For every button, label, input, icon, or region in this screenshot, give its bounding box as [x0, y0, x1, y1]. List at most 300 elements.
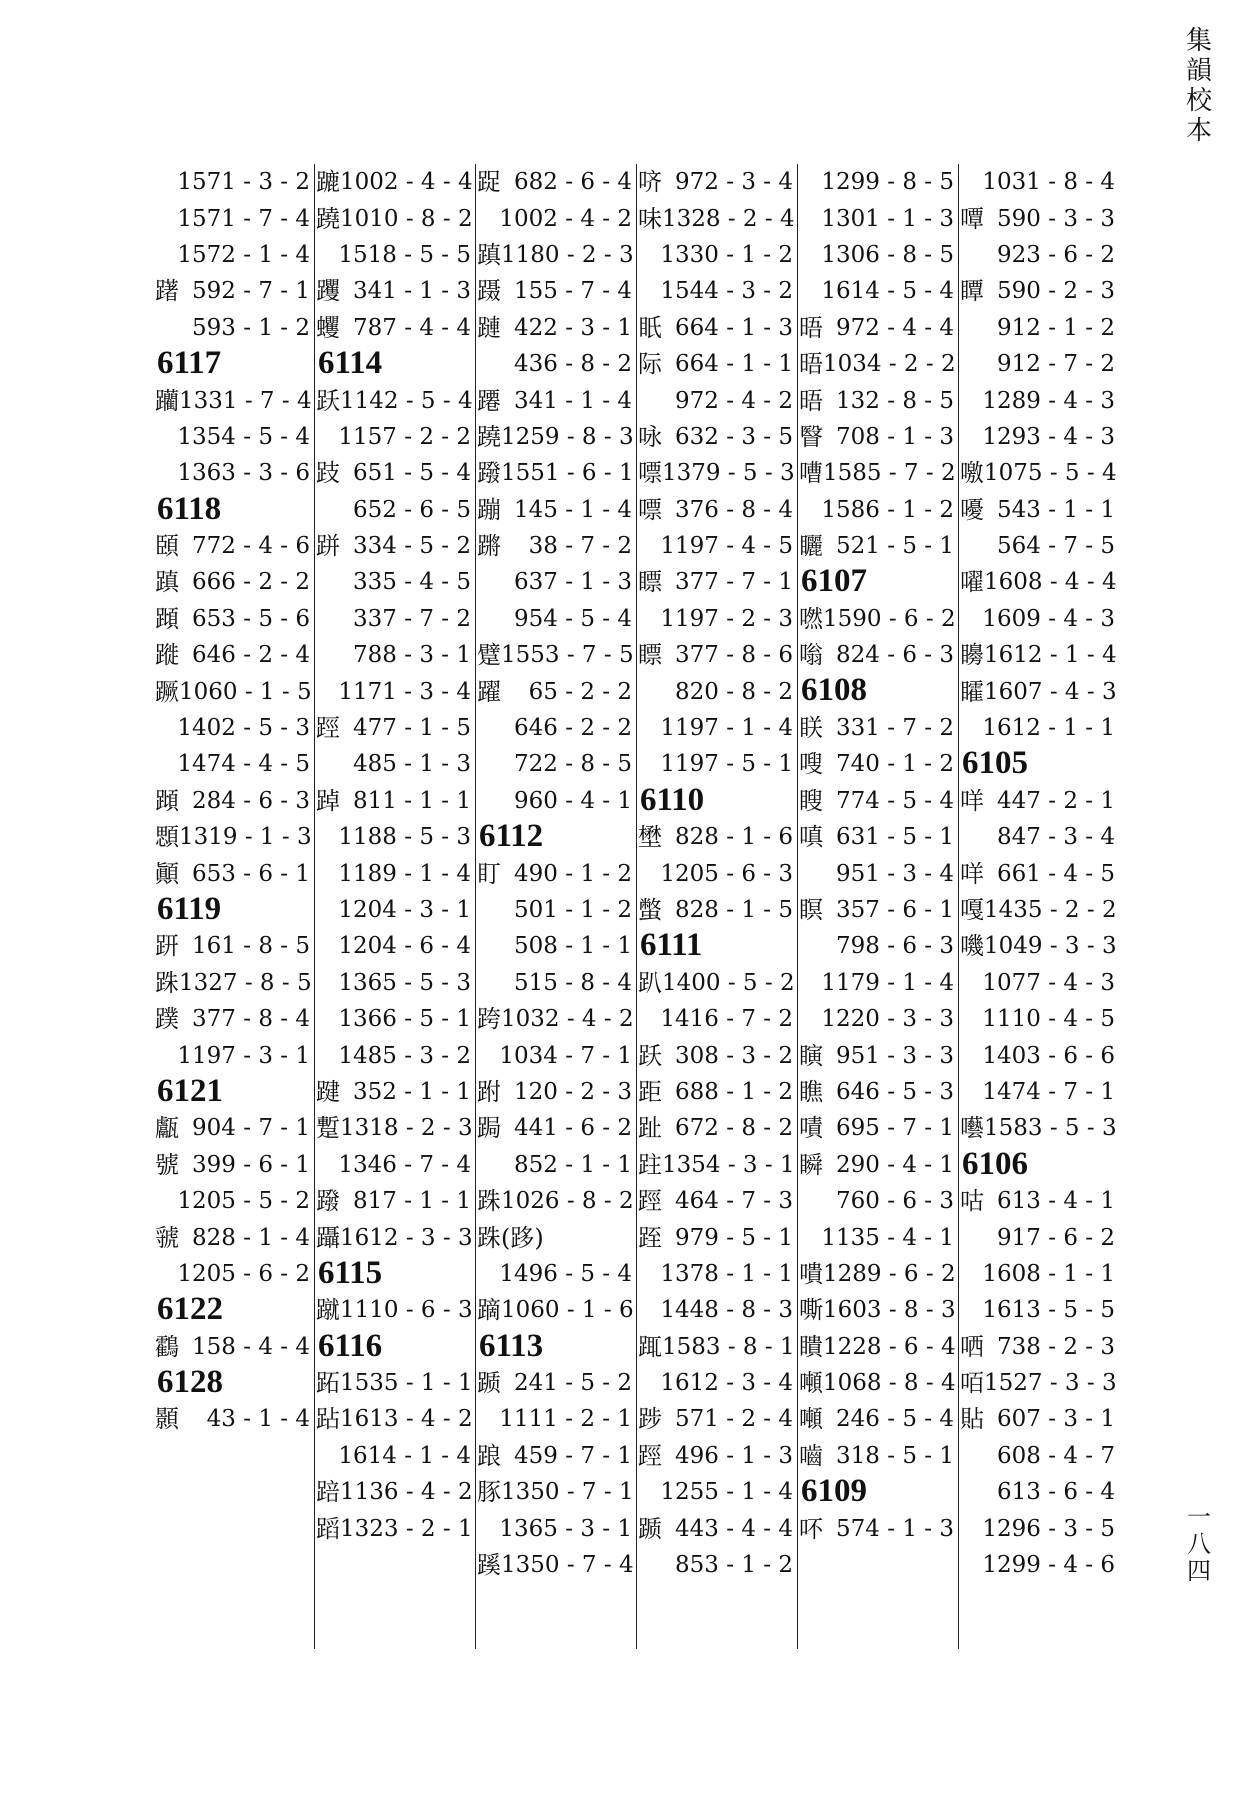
entry-reference: 459 - 7 - 1 [514, 1442, 632, 1469]
index-entry [477, 1110, 638, 1146]
entry-reference: 954 - 5 - 4 [514, 605, 632, 632]
radical-code-heading: 6119 [157, 890, 222, 927]
index-entry [638, 164, 799, 200]
index-entry [477, 710, 638, 746]
entry-reference: 632 - 3 - 5 [675, 423, 793, 450]
entry-character: 嗡 [799, 641, 823, 670]
index-entry [799, 710, 960, 746]
entry-character: 踂 [638, 1332, 662, 1361]
entry-reference: 399 - 6 - 1 [192, 1151, 310, 1178]
index-entry [960, 673, 1121, 709]
entry-reference: 1496 - 5 - 4 [499, 1260, 632, 1287]
entry-reference: 1350 - 7 - 1 [501, 1479, 634, 1506]
entry-reference: 318 - 5 - 1 [836, 1442, 954, 1469]
entry-reference: 722 - 8 - 5 [514, 751, 632, 778]
index-entry [477, 455, 638, 491]
radical-code-heading: 6109 [801, 1473, 867, 1510]
index-entry [316, 1183, 477, 1219]
index-entry [477, 1401, 638, 1437]
index-entry [799, 1365, 960, 1401]
index-entry [960, 783, 1121, 819]
radical-code-heading: 6110 [640, 781, 705, 818]
entry-reference: 1354 - 5 - 4 [177, 423, 310, 450]
index-entry [638, 564, 799, 600]
entry-character: 嘌 [638, 495, 662, 524]
index-entry [316, 419, 477, 455]
entry-reference: 1197 - 5 - 1 [660, 751, 793, 778]
column-divider [475, 164, 476, 1649]
index-entry [799, 492, 960, 528]
index-entry [799, 819, 960, 855]
index-entry [960, 528, 1121, 564]
entry-character: 咟 [960, 1369, 984, 1398]
index-entry [960, 1292, 1121, 1328]
entry-character: 际 [638, 350, 662, 379]
radical-code-heading: 6121 [157, 1072, 223, 1109]
entry-reference: 760 - 6 - 3 [836, 1188, 954, 1215]
index-entry [316, 710, 477, 746]
entry-reference: 543 - 1 - 1 [997, 496, 1115, 523]
entry-reference: 1205 - 6 - 3 [660, 860, 793, 887]
entry-character: 踁 [638, 1187, 662, 1216]
entry-character: 跕 [316, 1405, 340, 1434]
entry-character: 咩 [960, 859, 984, 888]
entry-character: 瞍 [799, 786, 823, 815]
index-entry [960, 273, 1121, 309]
entry-reference: 972 - 4 - 2 [675, 387, 793, 414]
entry-reference: 1319 - 1 - 3 [179, 824, 312, 851]
entry-reference: 1603 - 8 - 3 [823, 1297, 956, 1324]
index-entry [960, 455, 1121, 491]
entry-reference: 331 - 7 - 2 [836, 715, 954, 742]
entry-reference: 564 - 7 - 5 [997, 533, 1115, 560]
index-entry [316, 783, 477, 819]
index-entry [960, 382, 1121, 418]
index-entry [638, 273, 799, 309]
entry-character: 踄 [638, 1405, 662, 1434]
entry-reference: 1402 - 5 - 3 [177, 715, 310, 742]
entry-reference: 341 - 1 - 4 [514, 387, 632, 414]
index-entry [799, 382, 960, 418]
entry-reference: 1518 - 5 - 5 [338, 241, 471, 268]
entry-character: 眂 [638, 313, 662, 342]
index-entry [638, 492, 799, 528]
entry-reference: 515 - 8 - 4 [514, 969, 632, 996]
index-entry [316, 1074, 477, 1110]
index-entry [155, 237, 316, 273]
entry-reference: 774 - 5 - 4 [836, 787, 954, 814]
entries-column-2 [316, 164, 477, 1547]
entry-character: 貼 [960, 1405, 984, 1434]
entry-character: 蠼 [316, 313, 340, 342]
entry-character: 囈 [960, 1114, 984, 1143]
entry-character: 瞑 [799, 896, 823, 924]
entry-reference: 1110 - 4 - 5 [982, 1006, 1115, 1033]
entry-character: 蹺 [316, 204, 340, 233]
entry-character: 鸖 [155, 1332, 179, 1361]
entry-character: 跦 [155, 968, 179, 997]
index-entry [960, 1037, 1121, 1073]
entry-reference: 1002 - 4 - 4 [340, 169, 473, 196]
entry-reference: 738 - 2 - 3 [997, 1333, 1115, 1360]
entry-reference: 1049 - 3 - 3 [984, 933, 1117, 960]
entry-reference: 1299 - 8 - 5 [821, 169, 954, 196]
entry-reference: 708 - 1 - 3 [836, 423, 954, 450]
index-entry [638, 1329, 799, 1365]
index-entry [638, 1183, 799, 1219]
entry-reference: 1379 - 5 - 3 [662, 460, 795, 487]
entries-column-3 [477, 164, 638, 1583]
entry-character: 蹝 [155, 641, 179, 670]
entry-reference: 477 - 1 - 5 [353, 715, 471, 742]
entry-reference: 820 - 8 - 2 [675, 678, 793, 705]
index-entry [316, 1219, 477, 1255]
entry-reference: 951 - 3 - 3 [836, 1042, 954, 1069]
entry-reference: 1553 - 7 - 5 [501, 642, 634, 669]
entry-character: 味 [638, 204, 662, 233]
index-entry [316, 455, 477, 491]
entry-character: 矖 [799, 532, 823, 561]
index-entry [316, 1292, 477, 1328]
entry-reference: 1318 - 2 - 3 [340, 1115, 473, 1142]
entry-reference: 571 - 2 - 4 [675, 1406, 793, 1433]
entry-reference: 490 - 1 - 2 [514, 860, 632, 887]
index-entry [316, 382, 477, 418]
index-entry [960, 310, 1121, 346]
index-entry [960, 1438, 1121, 1474]
entry-reference: 1544 - 3 - 2 [660, 278, 793, 305]
index-entry [960, 237, 1121, 273]
entry-reference: 972 - 4 - 4 [836, 314, 954, 341]
entry-reference: 1179 - 1 - 4 [821, 969, 954, 996]
index-entry [799, 1147, 960, 1183]
index-entry [960, 419, 1121, 455]
index-entry [638, 1110, 799, 1146]
index-entry [477, 273, 638, 309]
entry-character: 蹮 [477, 386, 501, 415]
entry-character: 蹞 [155, 604, 179, 633]
entry-reference: 43 - 1 - 4 [206, 1406, 310, 1433]
index-entry [155, 1401, 316, 1437]
entry-reference: 853 - 1 - 2 [675, 1552, 793, 1579]
entry-character: 踁 [316, 714, 340, 743]
entry-reference: 661 - 4 - 5 [997, 860, 1115, 887]
entry-reference: 1034 - 2 - 2 [823, 351, 956, 378]
index-entry [960, 1183, 1121, 1219]
entry-reference: 377 - 8 - 4 [192, 1006, 310, 1033]
entry-reference: 904 - 7 - 1 [192, 1115, 310, 1142]
index-entry [960, 601, 1121, 637]
entry-reference: 607 - 3 - 1 [997, 1406, 1115, 1433]
index-entry [799, 1037, 960, 1073]
entry-character: 躡 [316, 1223, 340, 1252]
index-entry [155, 819, 316, 855]
index-entry [316, 1474, 477, 1510]
entry-reference: 960 - 4 - 1 [514, 787, 632, 814]
index-entry [155, 1219, 316, 1255]
entry-character: 瞖 [799, 422, 823, 451]
entry-reference: 652 - 6 - 5 [353, 496, 471, 523]
entry-reference: 1197 - 3 - 1 [177, 1042, 310, 1069]
entry-reference: 672 - 8 - 2 [675, 1115, 793, 1142]
entry-reference: 335 - 4 - 5 [353, 569, 471, 596]
entry-character: 蹺 [477, 422, 501, 451]
entry-character: 矐 [960, 677, 984, 706]
index-entry [799, 1401, 960, 1437]
entry-character: 瞬 [799, 1150, 823, 1179]
index-entry [960, 1219, 1121, 1255]
entry-reference: 787 - 4 - 4 [353, 314, 471, 341]
index-entry [477, 1147, 638, 1183]
entry-character: 跼 [477, 1114, 501, 1143]
entry-reference: 1608 - 4 - 4 [984, 569, 1117, 596]
entry-reference: 1328 - 2 - 4 [662, 205, 795, 232]
index-entry [960, 1510, 1121, 1546]
entry-reference: 377 - 8 - 6 [675, 642, 793, 669]
entry-reference: 1474 - 4 - 5 [177, 751, 310, 778]
entry-reference: 688 - 1 - 2 [675, 1078, 793, 1105]
entry-reference: 1435 - 2 - 2 [984, 897, 1117, 923]
index-entry [638, 965, 799, 1001]
radical-code-heading: 6117 [157, 344, 222, 381]
index-entry [960, 1474, 1121, 1510]
entry-reference: 443 - 4 - 4 [675, 1515, 793, 1542]
entry-character: 蹔 [316, 1114, 340, 1143]
entry-character: 蟞 [638, 896, 662, 924]
entry-reference: 912 - 1 - 2 [997, 314, 1115, 341]
entry-character: 蹈 [316, 1514, 340, 1543]
radical-code-heading: 6118 [157, 490, 222, 527]
entry-reference: 1608 - 1 - 1 [982, 1260, 1115, 1287]
entry-reference: 1204 - 3 - 1 [338, 897, 471, 923]
entry-reference: 1485 - 3 - 2 [338, 1042, 471, 1069]
index-entry [477, 601, 638, 637]
entry-reference: 1026 - 8 - 2 [501, 1188, 634, 1215]
index-entry [638, 1510, 799, 1546]
index-entry [155, 564, 316, 600]
index-entry [477, 382, 638, 418]
index-entry [316, 601, 477, 637]
entry-reference: 1590 - 6 - 2 [823, 605, 956, 632]
index-entry [960, 1329, 1121, 1365]
index-entry [638, 346, 799, 382]
entry-reference: 593 - 1 - 2 [192, 314, 310, 341]
entry-character: 壄 [638, 823, 662, 852]
entry-character: 蹶 [155, 677, 179, 706]
index-entry [316, 1037, 477, 1073]
index-entry [799, 1438, 960, 1474]
entry-reference: 1614 - 1 - 4 [338, 1442, 471, 1469]
entry-reference: 1363 - 3 - 6 [177, 460, 310, 487]
entry-character: 盯 [477, 859, 501, 888]
index-entry [960, 1001, 1121, 1037]
entry-character: 瞚 [799, 1041, 823, 1070]
index-entry [638, 1256, 799, 1292]
entry-reference: 1403 - 6 - 6 [982, 1042, 1115, 1069]
entry-character: 頣 [155, 532, 179, 561]
index-entry [316, 164, 477, 200]
entry-character: 蹎 [477, 240, 501, 269]
index-entry [155, 1256, 316, 1292]
entry-character: 哂 [960, 1332, 984, 1361]
index-entry [477, 492, 638, 528]
index-entry [477, 346, 638, 382]
entry-character: 蹥 [477, 313, 501, 342]
entry-reference: 334 - 5 - 2 [353, 533, 471, 560]
entry-reference: 1180 - 2 - 3 [501, 241, 634, 268]
index-entry [477, 200, 638, 236]
entry-character: 踺 [316, 1077, 340, 1106]
index-entry [638, 673, 799, 709]
index-entry [638, 528, 799, 564]
entry-character: 踔 [316, 786, 340, 815]
entry-reference: 357 - 6 - 1 [836, 897, 954, 923]
index-entry [960, 1547, 1121, 1583]
entry-character: 噸 [799, 1405, 823, 1434]
entry-character: 晤 [799, 386, 823, 415]
index-entry [638, 601, 799, 637]
entry-reference: 1612 - 1 - 1 [982, 715, 1115, 742]
entry-reference: 1613 - 4 - 2 [340, 1406, 473, 1433]
entry-reference: 1330 - 1 - 2 [660, 241, 793, 268]
entry-reference: 1077 - 4 - 3 [982, 969, 1115, 996]
entry-character: 跃 [638, 1041, 662, 1070]
radical-code-heading: 6107 [801, 563, 867, 600]
index-entry [638, 1365, 799, 1401]
radical-code-heading: 6114 [318, 344, 383, 381]
index-entry [799, 965, 960, 1001]
index-entry [638, 1547, 799, 1583]
index-entry [155, 164, 316, 200]
entry-reference: 979 - 5 - 1 [675, 1224, 793, 1251]
entry-reference: 155 - 7 - 4 [514, 278, 632, 305]
entry-character: 躩 [316, 277, 340, 306]
entry-reference: 158 - 4 - 4 [192, 1333, 310, 1360]
entry-reference: 772 - 4 - 6 [192, 533, 310, 560]
index-entry [155, 1183, 316, 1219]
index-entry [799, 1001, 960, 1037]
index-entry [799, 601, 960, 637]
entry-reference: 1354 - 3 - 1 [662, 1151, 795, 1178]
index-entry [638, 1292, 799, 1328]
entry-character: 跂 [316, 459, 340, 488]
index-entry [316, 1001, 477, 1037]
index-entry [477, 237, 638, 273]
index-entry [638, 455, 799, 491]
entry-reference: 1255 - 1 - 4 [660, 1479, 793, 1506]
entry-reference: 485 - 1 - 3 [353, 751, 471, 778]
entry-reference: 284 - 6 - 3 [192, 787, 310, 814]
entry-reference: 646 - 2 - 2 [514, 715, 632, 742]
column-divider [958, 164, 959, 1649]
entry-character: 吥 [799, 1514, 823, 1543]
index-entry [799, 746, 960, 782]
entry-reference: 923 - 6 - 2 [997, 241, 1115, 268]
entry-reference: 1205 - 5 - 2 [177, 1188, 310, 1215]
index-entry [155, 710, 316, 746]
entry-reference: 608 - 4 - 7 [997, 1442, 1115, 1469]
entry-reference: 646 - 2 - 4 [192, 642, 310, 669]
entry-character: 踬 [477, 1369, 501, 1398]
entry-reference: 1259 - 8 - 3 [501, 423, 634, 450]
entry-reference: 65 - 2 - 2 [528, 678, 632, 705]
entry-reference: 1551 - 6 - 1 [501, 460, 634, 487]
entry-reference: 1614 - 5 - 4 [821, 278, 954, 305]
entry-character: 矏 [960, 641, 984, 670]
entries-column-6 [960, 164, 1121, 1583]
index-entry [799, 1074, 960, 1110]
entry-reference: 1188 - 5 - 3 [338, 824, 471, 851]
entry-reference: 1220 - 3 - 3 [821, 1006, 954, 1033]
index-entry [799, 1292, 960, 1328]
index-entry [316, 1510, 477, 1546]
entry-character: 嘖 [799, 1114, 823, 1143]
index-entry [477, 564, 638, 600]
entry-character: 蹑 [477, 277, 501, 306]
entry-reference: 828 - 1 - 4 [192, 1224, 310, 1251]
radical-code-heading: 6111 [640, 927, 703, 964]
index-entry [477, 1183, 638, 1219]
index-entry [638, 200, 799, 236]
index-entry [316, 673, 477, 709]
entry-character: 蹦 [477, 495, 501, 524]
entry-reference: 1527 - 3 - 3 [984, 1370, 1117, 1397]
index-entry [638, 819, 799, 855]
index-entry [155, 528, 316, 564]
index-entry [316, 492, 477, 528]
entry-reference: 441 - 6 - 2 [514, 1115, 632, 1142]
radical-code-heading: 6115 [318, 1254, 383, 1291]
running-title: 集韻校本 [1185, 26, 1212, 146]
entry-character: 躪 [155, 386, 179, 415]
index-entry [477, 965, 638, 1001]
entry-reference: 1032 - 4 - 2 [501, 1006, 634, 1033]
index-entry [477, 164, 638, 200]
entry-character: 嗖 [799, 750, 823, 779]
entry-character: 瞧 [799, 1077, 823, 1106]
entry-reference: 1189 - 1 - 4 [338, 860, 471, 887]
entry-character: 嘈 [799, 459, 823, 488]
entry-reference: 1205 - 6 - 2 [177, 1260, 310, 1287]
entry-reference: 1289 - 6 - 2 [823, 1260, 956, 1287]
entry-reference: 1135 - 4 - 1 [821, 1224, 954, 1251]
index-entry [477, 1510, 638, 1546]
index-entry [799, 1329, 960, 1365]
index-entry [155, 273, 316, 309]
entry-reference: 1228 - 6 - 4 [823, 1333, 956, 1360]
entry-character: 號 [155, 1150, 179, 1179]
index-entry [155, 928, 316, 964]
index-entry [638, 1474, 799, 1510]
entry-character: 跦 [477, 1187, 501, 1216]
entry-reference: 145 - 1 - 4 [514, 496, 632, 523]
entry-character: 蹊 [477, 1551, 501, 1580]
index-entry [960, 1110, 1121, 1146]
index-entry [799, 1510, 960, 1546]
radical-code-heading: 6105 [962, 745, 1028, 782]
entry-reference: 1031 - 8 - 4 [982, 169, 1115, 196]
index-entry [638, 237, 799, 273]
entry-reference: 132 - 8 - 5 [836, 387, 954, 414]
index-entry [799, 1110, 960, 1146]
index-entry [638, 310, 799, 346]
index-entry [155, 1110, 316, 1146]
entry-reference: 1296 - 3 - 5 [982, 1515, 1115, 1542]
radical-code-heading: 6108 [801, 672, 867, 709]
entry-character: 嚘 [960, 495, 984, 524]
entry-reference: 917 - 6 - 2 [997, 1224, 1115, 1251]
entry-reference: 1075 - 5 - 4 [984, 460, 1117, 487]
